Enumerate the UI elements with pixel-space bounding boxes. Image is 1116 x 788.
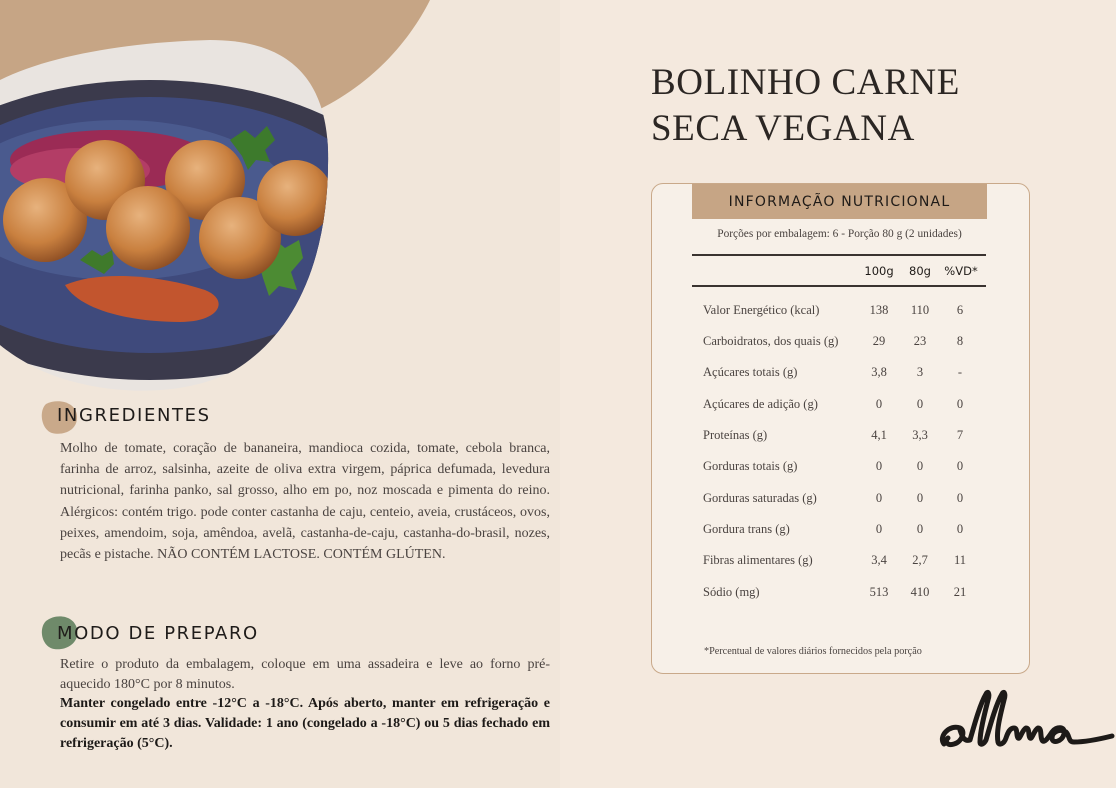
product-title-line2: SECA VEGANA xyxy=(651,108,915,149)
row-value-100g: 4,1 xyxy=(871,428,887,442)
product-title-line1: BOLINHO CARNE xyxy=(651,62,960,103)
nutrition-rule-header xyxy=(692,285,986,287)
nutrition-row xyxy=(692,491,987,511)
column-80g: 80g xyxy=(909,264,931,278)
row-value-80g: 0 xyxy=(916,397,924,411)
row-label: Gordura trans (g) xyxy=(703,522,790,536)
nutrition-row xyxy=(692,585,987,605)
row-value-vd: 11 xyxy=(953,553,967,567)
row-value-vd: 7 xyxy=(956,428,964,442)
row-label: Açúcares totais (g) xyxy=(703,365,798,379)
row-value-100g: 3,4 xyxy=(871,553,887,567)
ingredients-heading: INGREDIENTES xyxy=(57,405,211,426)
row-value-100g: 513 xyxy=(869,585,889,599)
row-value-vd: 21 xyxy=(953,585,967,599)
nutrition-row xyxy=(692,303,987,323)
row-value-80g: 0 xyxy=(916,459,924,473)
row-value-100g: 29 xyxy=(872,334,886,348)
row-value-80g: 3 xyxy=(916,365,924,379)
row-value-100g: 138 xyxy=(869,303,889,317)
nutrition-row xyxy=(692,428,987,448)
row-value-100g: 0 xyxy=(875,397,883,411)
row-value-vd: 0 xyxy=(956,397,964,411)
brand-logo xyxy=(936,686,1116,756)
nutrition-header: INFORMAÇÃO NUTRICIONAL xyxy=(692,184,987,219)
row-value-vd: 8 xyxy=(956,334,964,348)
nutrition-row xyxy=(692,459,987,479)
row-value-80g: 0 xyxy=(916,491,924,505)
column-vd: %VD* xyxy=(944,264,978,278)
column-100g: 100g xyxy=(864,264,894,278)
row-value-80g: 2,7 xyxy=(912,553,928,567)
ingredients-text: Molho de tomate, coração de bananeira, mandioca cozida, tomate, cebola branca, farinha de arroz, salsinha, azeite de oliva extra virgem, páprica defumada, levedura nutricional, farinha panko, sal grosso, alho em po, noz moscada e pimenta do reino. Alérgicos: contém trigo. pode conter castanha de caju, centeio, aveia, crustáceos, ovos, peixes, amendoim, soja, amêndoa, avelã, castanha-de-caju, castanha-do-brasil, nozes, pecãs e pistache. NÃO CONTÉM LACTOSE. CONTÉM GLÚTEN. xyxy=(60,441,550,563)
product-title xyxy=(651,60,960,152)
row-value-80g: 0 xyxy=(916,522,924,536)
row-value-vd: - xyxy=(957,365,963,379)
row-value-80g: 3,3 xyxy=(912,428,928,442)
nutrition-row xyxy=(692,397,987,417)
servings-info: Porções por embalagem: 6 - Porção 80 g (2 unidades) xyxy=(717,228,962,240)
row-value-vd: 0 xyxy=(956,522,964,536)
row-label: Fibras alimentares (g) xyxy=(703,553,813,567)
row-value-100g: 0 xyxy=(875,491,883,505)
nutrition-row xyxy=(692,334,987,354)
storage-text: Manter congelado entre -12°C a -18°C. Após aberto, manter em refrigeração e consumir em até 3 dias. Validade: 1 ano (congelado a -18°C) ou 5 dias fechado em refrigeração (5°C). xyxy=(60,696,550,751)
row-value-vd: 0 xyxy=(956,459,964,473)
row-value-vd: 0 xyxy=(956,491,964,505)
row-label: Gorduras totais (g) xyxy=(703,459,798,473)
preparation-text: Retire o produto da embalagem, coloque em uma assadeira e leve ao forno pré-aquecido 180°C por 8 minutos. xyxy=(60,657,550,692)
row-label: Carboidratos, dos quais (g) xyxy=(703,334,839,348)
row-label: Sódio (mg) xyxy=(703,585,760,599)
nutrition-rule-top xyxy=(692,254,986,256)
preparation-heading: MODO DE PREPARO xyxy=(57,623,259,644)
nutrition-footnote: *Percentual de valores diários fornecidos pela porção xyxy=(704,646,922,657)
row-value-100g: 0 xyxy=(875,522,883,536)
row-value-vd: 6 xyxy=(956,303,964,317)
row-label: Valor Energético (kcal) xyxy=(703,303,820,317)
row-value-100g: 0 xyxy=(875,459,883,473)
row-value-100g: 3,8 xyxy=(871,365,887,379)
nutrition-row xyxy=(692,522,987,542)
row-label: Gorduras saturadas (g) xyxy=(703,491,817,505)
row-value-80g: 110 xyxy=(910,303,930,317)
product-photo xyxy=(0,0,440,400)
nutrition-row xyxy=(692,365,987,385)
row-label: Açúcares de adição (g) xyxy=(703,397,818,411)
row-value-80g: 410 xyxy=(910,585,930,599)
row-value-80g: 23 xyxy=(913,334,927,348)
nutrition-row xyxy=(692,553,987,573)
row-label: Proteínas (g) xyxy=(703,428,768,442)
